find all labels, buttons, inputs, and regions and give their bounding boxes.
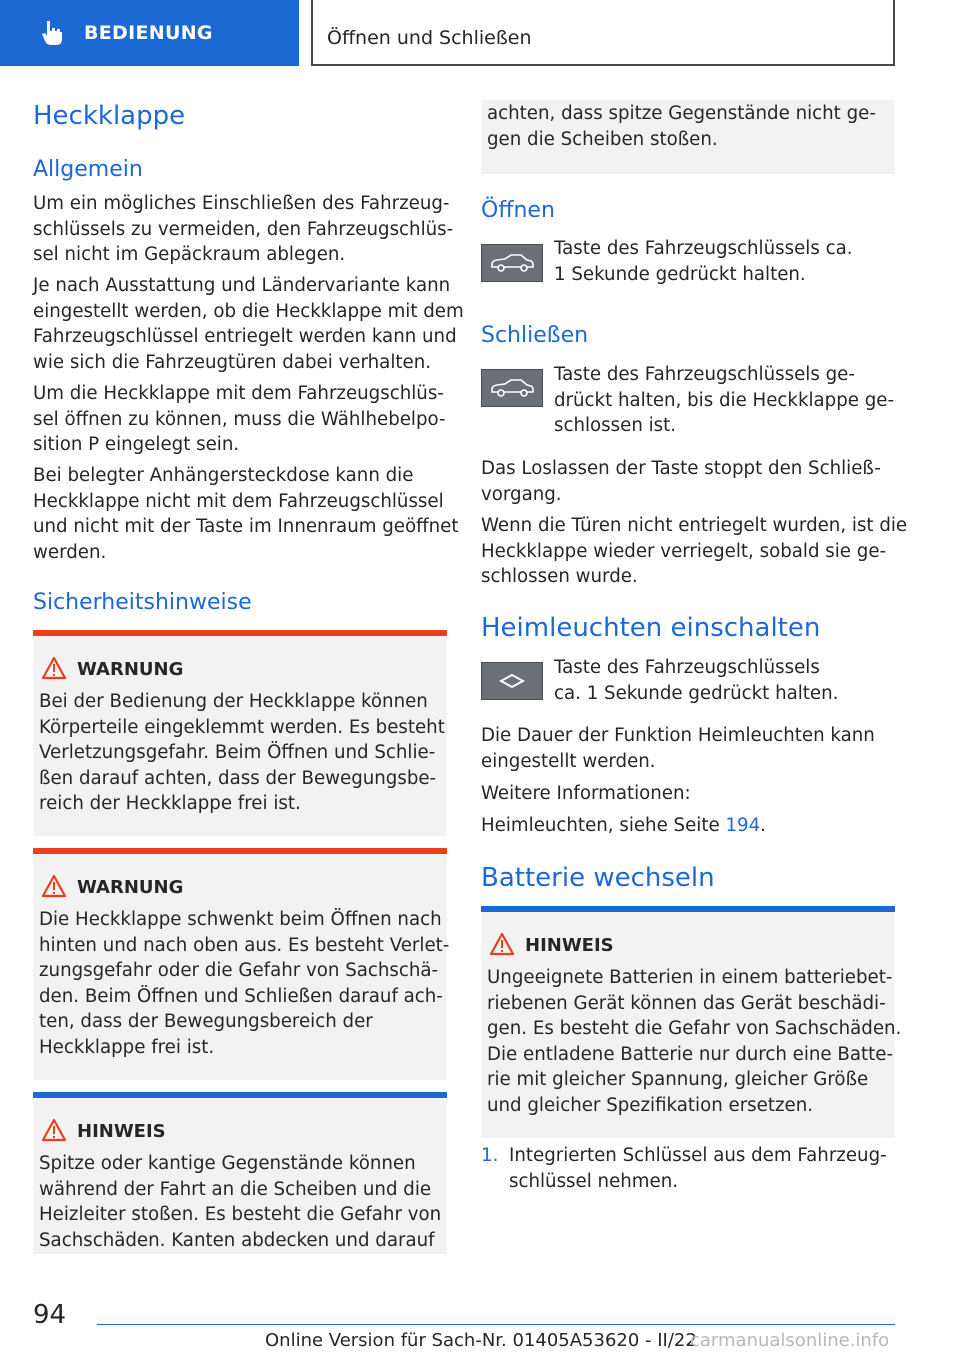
warning-text: Bei der Bedienung der Heckklappe können Körperteile eingeklemmt werden. Es besteht Verletzungsgefahr. Beim Öffnen und Schlie- ßen darauf achten, dass der Bewegungsbe- reich der Heckklappe frei ist. bbox=[39, 691, 445, 814]
heading-heimleuchten: Heimleuchten einschalten bbox=[481, 613, 821, 643]
warning-title: WARNUNG bbox=[77, 659, 184, 680]
page-number: 94 bbox=[33, 1300, 67, 1330]
schliessen-text: Taste des Fahrzeugschlüssels ge- drückt halten, bis die Heckklappe ge- schlossen ist. bbox=[554, 364, 895, 436]
paragraph-allgemein-3: Um die Heckklappe mit dem Fahrzeugschlüs- sel öffnen zu können, muss die Wählhebelpo- sition P eingelegt sein. bbox=[33, 383, 446, 455]
note-text: Spitze oder kantige Gegenstände können während der Fahrt an die Scheiben und die Heizleiter stoßen. Es besteht die Gefahr von Sachschäden. Kanten abdecken und darauf bbox=[39, 1153, 442, 1251]
chapter-header bbox=[311, 0, 895, 66]
warning-box-1 bbox=[33, 630, 447, 836]
paragraph-schliessen-2: Wenn die Türen nicht entriegelt wurden, ist die Heckklappe wieder verriegelt, sobald sie ge- schlossen wurde. bbox=[481, 515, 908, 587]
note-text: Ungeeignete Batterien in einem batteriebet- riebenen Gerät können das Gerät beschädi- gen. Es besteht die Gefahr von Sachschäden. Die entladene Batterie nur durch eine Batte- rie mit gleicher Spannung, gleicher Größe und gleicher Spezifikation ersetzen. bbox=[487, 967, 902, 1116]
warning-triangle-icon bbox=[489, 932, 515, 956]
footer-divider bbox=[97, 1324, 895, 1325]
heading-schliessen: Schließen bbox=[481, 323, 589, 348]
heading-sicherheitshinweise: Sicherheitshinweise bbox=[33, 590, 252, 615]
paragraph-heimleuchten-3: Heimleuchten, siehe Seite 194. bbox=[481, 815, 766, 836]
step-text: Integrierten Schlüssel aus dem Fahrzeug- schlüssel nehmen. bbox=[509, 1145, 887, 1192]
note-box-1-continued bbox=[481, 100, 895, 174]
hand-pointer-icon bbox=[30, 18, 76, 48]
heading-heckklappe: Heckklappe bbox=[33, 101, 186, 131]
paragraph-heimleuchten-2: Weitere Informationen: bbox=[481, 783, 691, 804]
note-title: HINWEIS bbox=[525, 935, 614, 956]
chapter-title: Öffnen und Schließen bbox=[327, 27, 532, 49]
heading-oeffnen: Öffnen bbox=[481, 198, 555, 223]
note-bar bbox=[481, 906, 895, 912]
paragraph-allgemein-1: Um ein mögliches Einschließen des Fahrzeug- schlüssels zu vermeiden, den Fahrzeugschlüs- sel nicht im Gepäckraum ablegen. bbox=[33, 193, 454, 265]
section-title: BEDIENUNG bbox=[84, 22, 213, 44]
paragraph-allgemein-2: Je nach Ausstattung und Ländervariante kann eingestellt werden, ob die Heckklappe mit dem Fahrzeugschlüssel entriegelt werden kann und wie sich die Fahrzeugtüren dabei verhalten. bbox=[33, 275, 464, 373]
warning-bar bbox=[33, 848, 447, 854]
warning-box-2 bbox=[33, 848, 450, 1080]
footer-text: Online Version für Sach-Nr. 01405A53620 - II/22 bbox=[265, 1330, 697, 1351]
home-light-key-icon bbox=[481, 662, 543, 700]
oeffnen-text: Taste des Fahrzeugschlüssels ca. 1 Sekunde gedrückt halten. bbox=[554, 238, 853, 285]
note-box-1 bbox=[33, 1092, 447, 1254]
warning-bar bbox=[33, 630, 447, 636]
note-title: HINWEIS bbox=[77, 1121, 166, 1142]
warning-text: Die Heckklappe schwenkt beim Öffnen nach hinten und nach oben aus. Es besteht Verlet- zungsgefahr oder die Gefahr von Sachschä- den. Beim Öffnen und Schließen darauf ach- ten, dass der Bewegungsbereich der Heckklappe frei ist. bbox=[39, 909, 450, 1058]
section-tab bbox=[0, 0, 299, 66]
car-tailgate-key-icon bbox=[481, 369, 543, 407]
warning-triangle-icon bbox=[41, 656, 67, 680]
heading-batterie: Batterie wechseln bbox=[481, 863, 715, 893]
step-number: 1. bbox=[481, 1145, 499, 1166]
warning-triangle-icon bbox=[41, 1118, 67, 1142]
note-text: achten, dass spitze Gegenstände nicht ge- gen die Scheiben stoßen. bbox=[487, 103, 876, 150]
car-tailgate-key-icon bbox=[481, 244, 543, 282]
warning-title: WARNUNG bbox=[77, 877, 184, 898]
paragraph-schliessen-1: Das Loslassen der Taste stoppt den Schließ- vorgang. bbox=[481, 458, 881, 505]
note-bar bbox=[33, 1092, 447, 1098]
heimleuchten-text: Taste des Fahrzeugschlüssels ca. 1 Sekunde gedrückt halten. bbox=[554, 657, 839, 704]
heading-allgemein: Allgemein bbox=[33, 157, 143, 182]
paragraph-heimleuchten-1: Die Dauer der Funktion Heimleuchten kann eingestellt werden. bbox=[481, 725, 875, 772]
warning-triangle-icon bbox=[41, 874, 67, 898]
footer-watermark: carmanualsonline.info bbox=[690, 1330, 890, 1351]
note-box-2 bbox=[481, 906, 902, 1138]
paragraph-allgemein-4: Bei belegter Anhängersteckdose kann die Heckklappe nicht mit dem Fahrzeugschlüssel und nicht mit der Taste im Innenraum geöffnet werden. bbox=[33, 465, 459, 563]
page-link-194[interactable]: 194 bbox=[725, 815, 761, 836]
